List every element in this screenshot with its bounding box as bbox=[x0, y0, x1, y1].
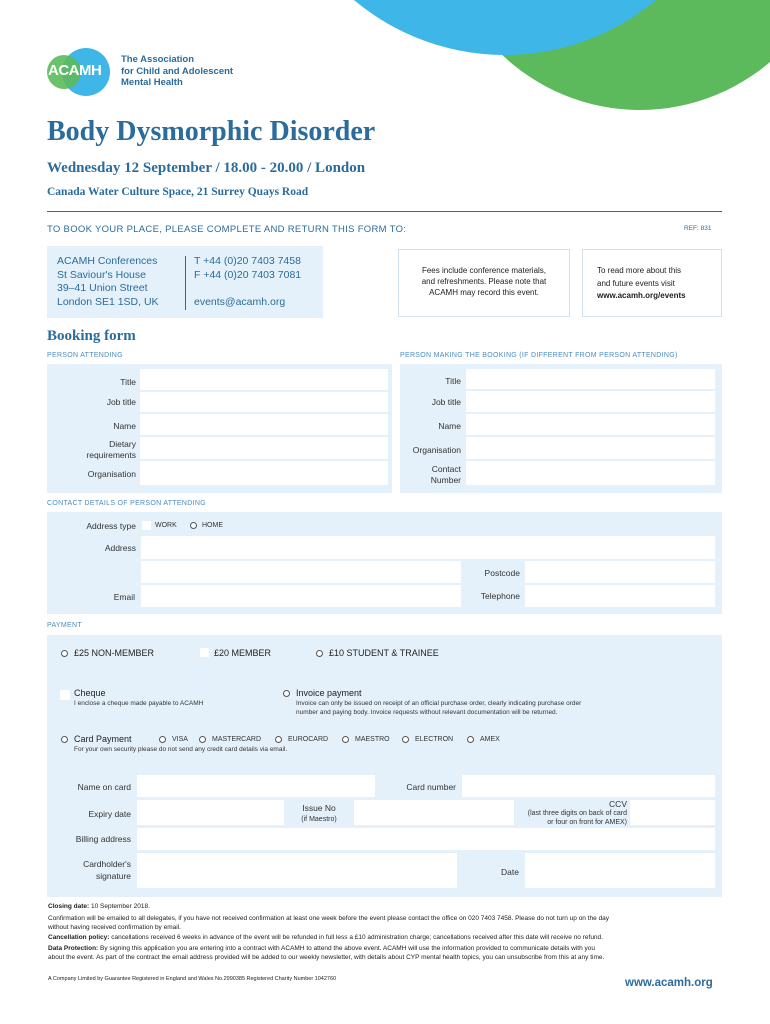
attending-organisation-input[interactable] bbox=[140, 461, 388, 485]
label-booker-title: Title bbox=[445, 376, 461, 386]
dp-text1: By signing this application you are entering into a contract with ACAMH to attend the above event. ACAMH will use the information provided to communicate details with you bbox=[100, 945, 595, 953]
address-input-line2[interactable] bbox=[141, 561, 461, 583]
address-separator bbox=[185, 256, 186, 310]
billing-address-input[interactable] bbox=[137, 828, 715, 850]
electron-radio[interactable] bbox=[402, 736, 409, 743]
label-postcode: Postcode bbox=[484, 568, 520, 578]
postcode-input[interactable] bbox=[525, 561, 715, 583]
closing-value: 10 September 2018. bbox=[90, 903, 150, 910]
address-line2: St Saviour's House bbox=[57, 268, 146, 281]
label-date: Date bbox=[501, 867, 519, 877]
label-issue-no bbox=[286, 803, 352, 825]
logo-text: ACAMH bbox=[48, 62, 102, 79]
mastercard-radio[interactable] bbox=[199, 736, 206, 743]
label-dietary-line2: requirements bbox=[86, 450, 136, 460]
label-name: Name bbox=[113, 421, 136, 431]
website-link[interactable]: www.acamh.org bbox=[625, 977, 713, 989]
work-label: WORK bbox=[155, 522, 177, 529]
label-contact-line2: Number bbox=[430, 475, 461, 485]
label-email: Email bbox=[113, 592, 135, 602]
label-ccv bbox=[514, 800, 627, 827]
address-block bbox=[57, 255, 159, 309]
card-payment-label: Card Payment bbox=[74, 734, 132, 744]
visa-label: VISA bbox=[172, 736, 188, 743]
cheque-checkbox[interactable] bbox=[60, 690, 70, 700]
label-title: Title bbox=[120, 377, 136, 387]
cheque-note: I enclose a cheque made payable to ACAMH bbox=[74, 700, 204, 707]
address-input[interactable] bbox=[141, 536, 715, 559]
eurocard-label: EUROCARD bbox=[288, 736, 329, 743]
ccv-note-line1: (last three digits on back of card bbox=[527, 810, 627, 817]
address-line4: London SE1 1SD, UK bbox=[57, 295, 159, 308]
label-name-on-card: Name on card bbox=[77, 782, 131, 792]
cancel-text: cancellations received 6 weeks in advance of the event will be refunded in full less a £10 administration charge; cancellations received after this date will receive no refund. bbox=[111, 934, 603, 942]
home-label: HOME bbox=[202, 522, 223, 529]
attending-title-input[interactable] bbox=[140, 369, 388, 390]
fax: F +44 (0)20 7403 7081 bbox=[194, 268, 302, 281]
contact-block bbox=[194, 255, 301, 310]
confirmation-line2: without having received confirmation by email. bbox=[48, 923, 181, 931]
data-protection bbox=[48, 945, 723, 954]
eurocard-radio[interactable] bbox=[275, 736, 282, 743]
electron-label: ELECTRON bbox=[415, 736, 454, 743]
fees-note-line2: and refreshments. Please note that bbox=[421, 277, 547, 286]
booking-instruction: TO BOOK YOUR PLACE, PLEASE COMPLETE AND RETURN THIS FORM TO: bbox=[47, 224, 407, 235]
issue-no-input[interactable] bbox=[354, 800, 514, 825]
non-member-radio[interactable] bbox=[61, 650, 68, 657]
more-info-line1: To read more about this bbox=[597, 266, 682, 275]
security-note: For your own security please do not send any credit card details via email. bbox=[74, 746, 288, 753]
work-checkbox[interactable] bbox=[142, 521, 151, 530]
address-line1: ACAMH Conferences bbox=[57, 255, 158, 267]
label-address-type: Address type bbox=[86, 521, 136, 531]
label-cardholder bbox=[47, 858, 131, 882]
footer-notes bbox=[48, 903, 723, 963]
attending-name-input[interactable] bbox=[140, 414, 388, 435]
ccv-note-line2: or four on front for AMEX) bbox=[547, 819, 627, 826]
cardholder-line1: Cardholder's bbox=[83, 859, 131, 869]
issue-note-text: (if Maestro) bbox=[301, 816, 337, 823]
invoice-radio[interactable] bbox=[283, 690, 290, 697]
confirmation-line1: Confirmation will be emailed to all delegates, if you have not received confirmation at least one week before the event please contact the office on 020 7403 7458. Please do not turn up on the day bbox=[48, 914, 610, 922]
company-registration: A Company Limited by Guarantee Registered in England and Wales No.2990385 Registered Charity Number 1042760 bbox=[48, 976, 337, 982]
amex-radio[interactable] bbox=[467, 736, 474, 743]
fees-note-line3: ACAMH may record this event. bbox=[429, 288, 539, 297]
ccv-input[interactable] bbox=[630, 800, 715, 825]
label-contact-line1: Contact bbox=[431, 464, 461, 474]
telephone-input[interactable] bbox=[525, 585, 715, 607]
visa-radio[interactable] bbox=[159, 736, 166, 743]
logo bbox=[46, 46, 112, 96]
dp-label: Data Protection: bbox=[48, 945, 99, 953]
booker-contact-input[interactable] bbox=[466, 461, 715, 485]
event-venue: Canada Water Culture Space, 21 Surrey Quays Road bbox=[47, 186, 309, 198]
mastercard-label: MASTERCARD bbox=[212, 736, 262, 743]
card-number-input[interactable] bbox=[462, 775, 715, 797]
home-radio[interactable] bbox=[190, 522, 197, 529]
event-title: Body Dysmorphic Disorder bbox=[47, 116, 376, 147]
label-billing: Billing address bbox=[75, 834, 131, 844]
booker-job-title-input[interactable] bbox=[466, 391, 715, 412]
org-line2: for Child and Adolescent bbox=[121, 65, 234, 77]
cardholder-line2: signature bbox=[96, 871, 131, 881]
person-booking-heading: PERSON MAKING THE BOOKING (IF DIFFERENT FROM PERSON ATTENDING) bbox=[400, 352, 678, 359]
fees-note-line1: Fees include conference materials, bbox=[421, 266, 547, 275]
label-dietary bbox=[47, 439, 136, 461]
org-line1: The Association bbox=[121, 54, 195, 65]
more-info bbox=[597, 265, 686, 303]
email-link[interactable]: events@acamh.org bbox=[194, 296, 286, 308]
member-label: £20 MEMBER bbox=[214, 648, 272, 658]
cheque-label: Cheque bbox=[74, 688, 106, 698]
ccv-text: CCV bbox=[609, 799, 627, 809]
closing-date bbox=[48, 903, 723, 912]
email-input[interactable] bbox=[141, 585, 461, 607]
invoice-note-line2: number and paying body. Invoice requests without relevant documentation will be returned. bbox=[296, 709, 558, 716]
label-contact-number bbox=[400, 464, 461, 486]
label-booker-organisation: Organisation bbox=[412, 445, 461, 455]
label-organisation: Organisation bbox=[87, 469, 136, 479]
attending-job-title-input[interactable] bbox=[140, 392, 388, 412]
cancel-label: Cancellation policy: bbox=[48, 934, 110, 942]
label-address: Address bbox=[104, 543, 136, 553]
booker-name-input[interactable] bbox=[466, 414, 715, 435]
issue-no-text: Issue No bbox=[302, 803, 336, 813]
signature-input[interactable] bbox=[137, 853, 457, 888]
booking-form-title: Booking form bbox=[47, 328, 136, 344]
label-booker-name: Name bbox=[438, 421, 461, 431]
name-on-card-input[interactable] bbox=[137, 775, 375, 797]
dp-line2: about the event. As part of the contract the email address provided will be added to our weekly newsletter, with details about CYP mental health topics, you can unsubscribe from this at any time. bbox=[48, 953, 605, 961]
booker-organisation-input[interactable] bbox=[466, 437, 715, 459]
label-dietary-line1: Dietary bbox=[109, 439, 136, 449]
events-link[interactable]: www.acamh.org/events bbox=[597, 291, 686, 300]
maestro-radio[interactable] bbox=[342, 736, 349, 743]
label-card-number: Card number bbox=[406, 782, 456, 792]
label-telephone: Telephone bbox=[480, 591, 520, 601]
label-job-title: Job title bbox=[106, 397, 136, 407]
student-label: £10 STUDENT & TRAINEE bbox=[329, 648, 439, 658]
date-input[interactable] bbox=[525, 853, 715, 888]
member-checkbox[interactable] bbox=[200, 648, 209, 657]
tel: T +44 (0)20 7403 7458 bbox=[194, 255, 301, 267]
card-payment-radio[interactable] bbox=[61, 736, 68, 743]
non-member-label: £25 NON-MEMBER bbox=[74, 648, 155, 658]
closing-label: Closing date: bbox=[48, 903, 90, 910]
ref-number: REF: 831 bbox=[684, 225, 712, 232]
label-expiry: Expiry date bbox=[88, 809, 131, 819]
expiry-input[interactable] bbox=[137, 800, 284, 825]
cancellation-policy bbox=[48, 934, 723, 943]
org-line3: Mental Health bbox=[121, 77, 183, 88]
label-booker-job-title: Job title bbox=[431, 397, 461, 407]
fees-note bbox=[398, 265, 570, 298]
org-name bbox=[121, 54, 233, 89]
contact-details-heading: CONTACT DETAILS OF PERSON ATTENDING bbox=[47, 500, 206, 507]
amex-label: AMEX bbox=[480, 736, 500, 743]
header-divider bbox=[47, 211, 722, 212]
booker-title-input[interactable] bbox=[466, 369, 715, 389]
more-info-line2: and future events visit bbox=[597, 278, 675, 288]
person-attending-heading: PERSON ATTENDING bbox=[47, 352, 123, 359]
invoice-label: Invoice payment bbox=[296, 688, 362, 698]
student-radio[interactable] bbox=[316, 650, 323, 657]
invoice-note-line1: Invoice can only be issued on receipt of an official purchase order, clearly indicating purchase order bbox=[296, 700, 582, 707]
event-datetime: Wednesday 12 September / 18.00 - 20.00 / London bbox=[47, 160, 366, 176]
address-line3: 39–41 Union Street bbox=[57, 282, 148, 294]
payment-heading: PAYMENT bbox=[47, 622, 82, 629]
maestro-label: MAESTRO bbox=[355, 736, 390, 743]
header-decoration bbox=[0, 0, 770, 120]
attending-dietary-input[interactable] bbox=[140, 437, 388, 459]
